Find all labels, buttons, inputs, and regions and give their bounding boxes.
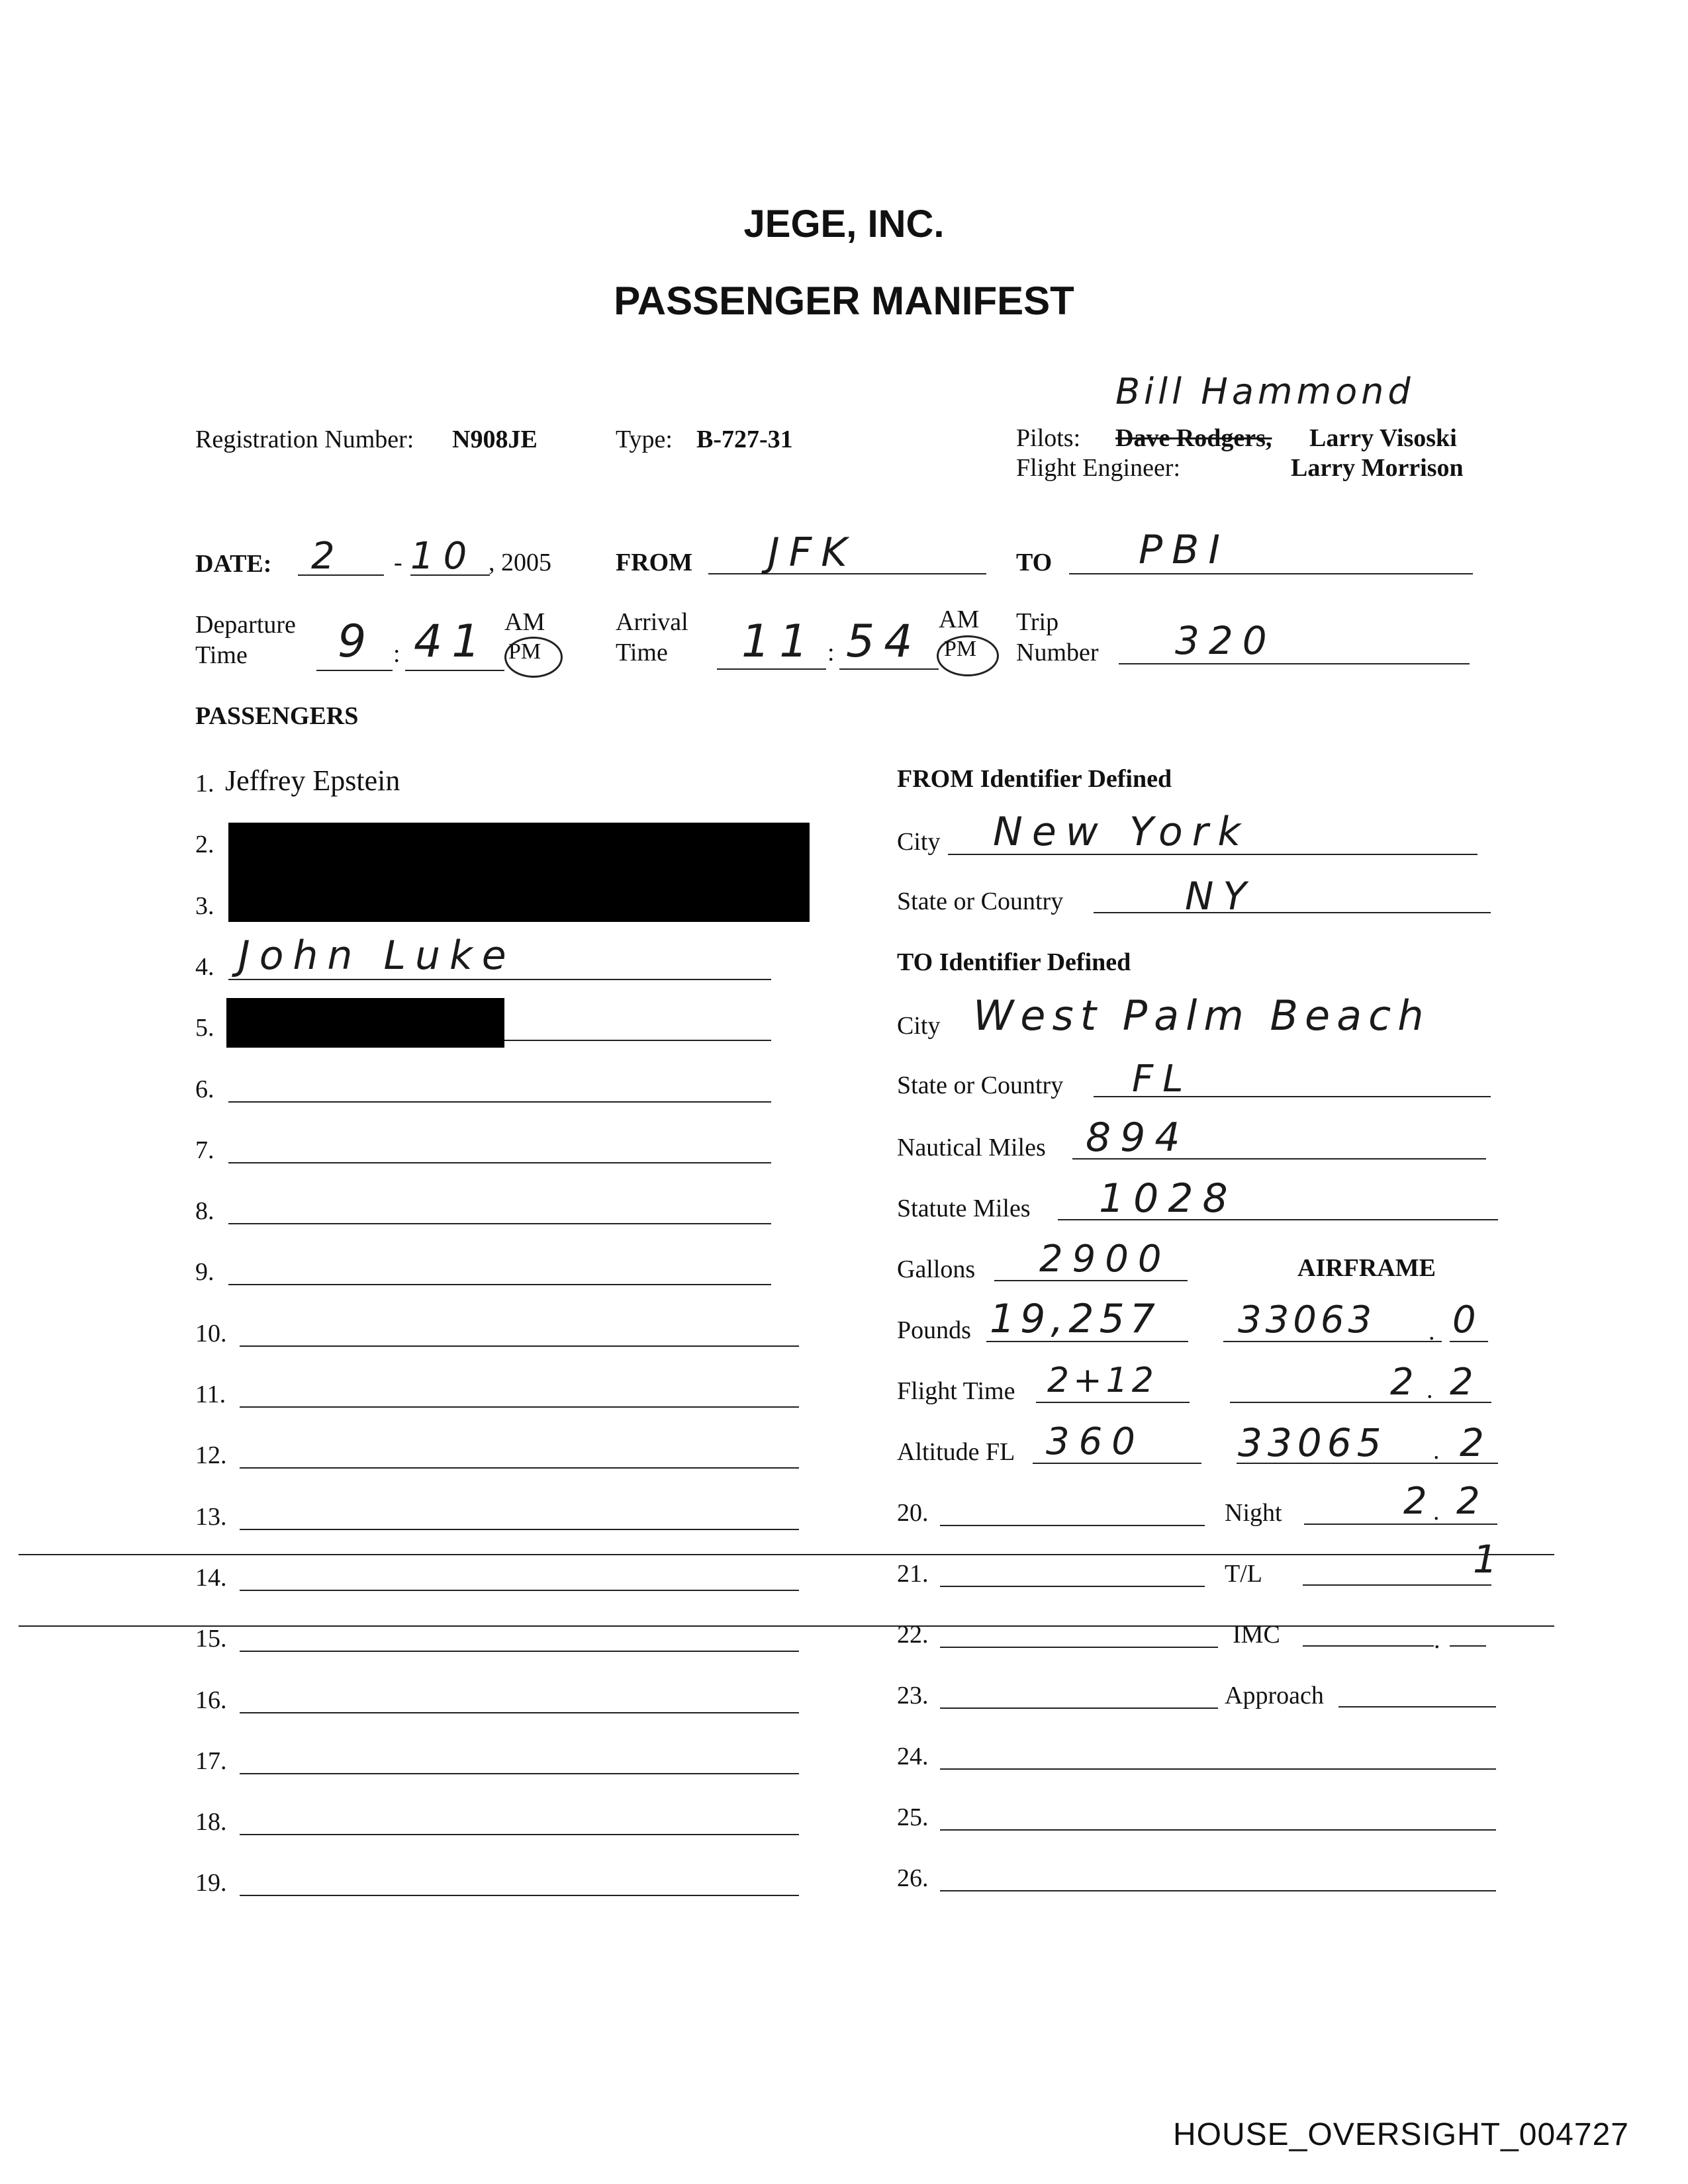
date-month: 2 bbox=[311, 535, 344, 578]
right-row-line bbox=[940, 1829, 1496, 1831]
passenger-number: 8. bbox=[195, 1197, 214, 1225]
night-dot: . bbox=[1433, 1498, 1440, 1525]
from-city-label: City bbox=[897, 828, 941, 856]
from-identifier-heading: FROM Identifier Defined bbox=[897, 765, 1172, 793]
airframe-heading: AIRFRAME bbox=[1297, 1254, 1436, 1282]
airframe-total-2: 33065 bbox=[1238, 1420, 1387, 1465]
passenger-number: 15. bbox=[195, 1625, 227, 1653]
right-row-line bbox=[940, 1768, 1496, 1770]
passenger-number: 2. bbox=[195, 831, 214, 858]
from-label: FROM bbox=[616, 549, 693, 576]
to-airport: PBI bbox=[1139, 527, 1230, 573]
pounds: 19,257 bbox=[990, 1296, 1160, 1342]
to-label: TO bbox=[1016, 549, 1053, 576]
trip-label-1: Trip bbox=[1016, 608, 1059, 636]
arrival-hour: 11 bbox=[741, 615, 818, 668]
statute-miles: 1028 bbox=[1099, 1175, 1237, 1222]
passenger-line bbox=[228, 1284, 771, 1285]
right-row-line bbox=[940, 1647, 1218, 1648]
arrival-pm: PM bbox=[944, 637, 977, 661]
to-city-label: City bbox=[897, 1012, 941, 1040]
airframe-flight-time-dot: . bbox=[1427, 1376, 1433, 1404]
departure-pm: PM bbox=[508, 639, 541, 664]
airframe-flight-time-decimal: 2 bbox=[1450, 1361, 1474, 1404]
pilot-struck: Dave Rodgers, bbox=[1115, 424, 1272, 452]
to-identifier-heading: TO Identifier Defined bbox=[897, 948, 1131, 976]
passenger-number: 11. bbox=[195, 1381, 226, 1408]
night-decimal: 2 bbox=[1456, 1480, 1480, 1523]
statute-miles-label: Statute Miles bbox=[897, 1195, 1031, 1222]
arrival-label-1: Arrival bbox=[616, 608, 688, 636]
departure-label-1: Departure bbox=[195, 611, 296, 639]
passenger-number: 9. bbox=[195, 1258, 214, 1286]
to-state-label: State or Country bbox=[897, 1071, 1064, 1099]
passenger-number: 13. bbox=[195, 1503, 227, 1531]
airframe-total-1-dot: . bbox=[1429, 1318, 1435, 1345]
imc-dot: . bbox=[1434, 1626, 1440, 1654]
passenger-number: 1. bbox=[195, 770, 214, 797]
passenger-line bbox=[240, 1345, 799, 1347]
type-label: Type: bbox=[616, 426, 673, 453]
passenger-number: 14. bbox=[195, 1564, 227, 1592]
passenger-number: 10. bbox=[195, 1320, 227, 1347]
date-day: 10 bbox=[410, 535, 477, 578]
redaction-box-small bbox=[226, 998, 504, 1048]
passenger-number: 4. bbox=[195, 953, 214, 981]
right-row-line bbox=[940, 1525, 1205, 1526]
date-dash: - bbox=[394, 549, 402, 576]
arrival-am: AM bbox=[939, 606, 980, 633]
pilots-label: Pilots: bbox=[1016, 424, 1081, 452]
arrival-label-2: Time bbox=[616, 639, 668, 666]
right-row-line bbox=[940, 1586, 1205, 1587]
flight-time: 2+12 bbox=[1047, 1361, 1158, 1400]
airframe-total-1: 33063 bbox=[1238, 1298, 1376, 1342]
passenger-line bbox=[240, 1651, 799, 1652]
passenger-name: John Luke bbox=[238, 933, 516, 979]
passenger-number: 7. bbox=[195, 1136, 214, 1164]
right-row-line bbox=[940, 1890, 1496, 1891]
passenger-number: 3. bbox=[195, 892, 214, 920]
gallons-label: Gallons bbox=[897, 1255, 976, 1283]
aircraft-type: B-727-31 bbox=[696, 426, 793, 453]
imc-label: IMC bbox=[1233, 1621, 1280, 1649]
passenger-number: 19. bbox=[195, 1869, 227, 1897]
arrival-minute: 54 bbox=[846, 615, 922, 668]
from-state-label: State or Country bbox=[897, 887, 1064, 915]
registration-number: N908JE bbox=[452, 426, 538, 453]
passenger-number: 17. bbox=[195, 1747, 227, 1775]
to-city: West Palm Beach bbox=[973, 991, 1430, 1040]
trip-number: 320 bbox=[1175, 618, 1276, 663]
departure-minute: 41 bbox=[414, 615, 490, 668]
right-row-line bbox=[940, 1707, 1218, 1709]
divider-line-2 bbox=[19, 1625, 1554, 1627]
departure-colon: : bbox=[393, 640, 400, 668]
departure-label-2: Time bbox=[195, 641, 248, 669]
divider-line-1 bbox=[19, 1554, 1554, 1555]
night: 2 bbox=[1403, 1480, 1427, 1523]
passengers-heading: PASSENGERS bbox=[195, 702, 359, 730]
airframe-flight-time: 2 bbox=[1390, 1361, 1414, 1404]
passenger-number: 12. bbox=[195, 1441, 227, 1469]
airframe-total-1-decimal: 0 bbox=[1452, 1298, 1476, 1342]
right-row-number: 23. bbox=[897, 1682, 929, 1709]
altitude-label: Altitude FL bbox=[897, 1438, 1015, 1466]
flight-engineer-label: Flight Engineer: bbox=[1016, 454, 1181, 482]
passenger-line bbox=[240, 1773, 799, 1774]
date-year: , 2005 bbox=[489, 549, 551, 576]
tl-label: T/L bbox=[1225, 1560, 1262, 1588]
passenger-number: 18. bbox=[195, 1808, 227, 1836]
passenger-line bbox=[228, 1162, 771, 1163]
trip-label-2: Number bbox=[1016, 639, 1099, 666]
tl: 1 bbox=[1473, 1537, 1507, 1582]
altitude: 360 bbox=[1046, 1420, 1145, 1463]
right-row-number: 22. bbox=[897, 1621, 929, 1649]
from-city: New York bbox=[993, 809, 1250, 855]
passenger-line bbox=[240, 1529, 799, 1530]
gallons: 2900 bbox=[1039, 1238, 1171, 1281]
redaction-box-large bbox=[228, 823, 810, 922]
right-row-number: 25. bbox=[897, 1803, 929, 1831]
right-row-number: 26. bbox=[897, 1864, 929, 1892]
airframe-total-2-dot: . bbox=[1433, 1437, 1440, 1465]
right-row-number: 21. bbox=[897, 1560, 929, 1588]
passenger-line bbox=[240, 1467, 799, 1469]
document-title: PASSENGER MANIFEST bbox=[614, 279, 1074, 323]
right-row-number: 24. bbox=[897, 1743, 929, 1770]
approach-label: Approach bbox=[1225, 1682, 1324, 1709]
night-label: Night bbox=[1225, 1499, 1282, 1527]
passenger-name: Jeffrey Epstein bbox=[225, 764, 400, 797]
passenger-number: 6. bbox=[195, 1075, 214, 1103]
passenger-line bbox=[228, 979, 771, 980]
passenger-number: 5. bbox=[195, 1014, 214, 1042]
bates-number: HOUSE_OVERSIGHT_004727 bbox=[1173, 2117, 1629, 2152]
registration-label: Registration Number: bbox=[195, 426, 414, 453]
passenger-line bbox=[240, 1834, 799, 1835]
from-state: NY bbox=[1185, 874, 1256, 919]
passenger-line bbox=[240, 1590, 799, 1591]
flight-time-label: Flight Time bbox=[897, 1377, 1015, 1405]
pilot-2: Larry Visoski bbox=[1309, 424, 1457, 452]
nautical-miles: 894 bbox=[1086, 1115, 1190, 1161]
flight-engineer: Larry Morrison bbox=[1291, 454, 1464, 482]
departure-am: AM bbox=[504, 608, 545, 636]
passenger-line bbox=[240, 1712, 799, 1713]
passenger-line bbox=[228, 1223, 771, 1224]
pounds-label: Pounds bbox=[897, 1316, 971, 1344]
to-state: FL bbox=[1132, 1058, 1193, 1101]
company-name: JEGE, INC. bbox=[743, 203, 945, 246]
departure-hour: 9 bbox=[338, 615, 376, 668]
airframe-total-2-decimal: 2 bbox=[1460, 1420, 1484, 1465]
pilot-handwritten: Bill Hammond bbox=[1115, 371, 1415, 412]
from-airport: JFK bbox=[768, 529, 857, 576]
nautical-miles-label: Nautical Miles bbox=[897, 1134, 1046, 1161]
arrival-colon: : bbox=[827, 639, 835, 666]
passenger-line bbox=[240, 1895, 799, 1896]
passenger-line bbox=[240, 1406, 799, 1408]
right-row-number: 20. bbox=[897, 1499, 929, 1527]
passenger-number: 16. bbox=[195, 1686, 227, 1714]
date-label: DATE: bbox=[195, 550, 272, 578]
passenger-line bbox=[228, 1101, 771, 1103]
